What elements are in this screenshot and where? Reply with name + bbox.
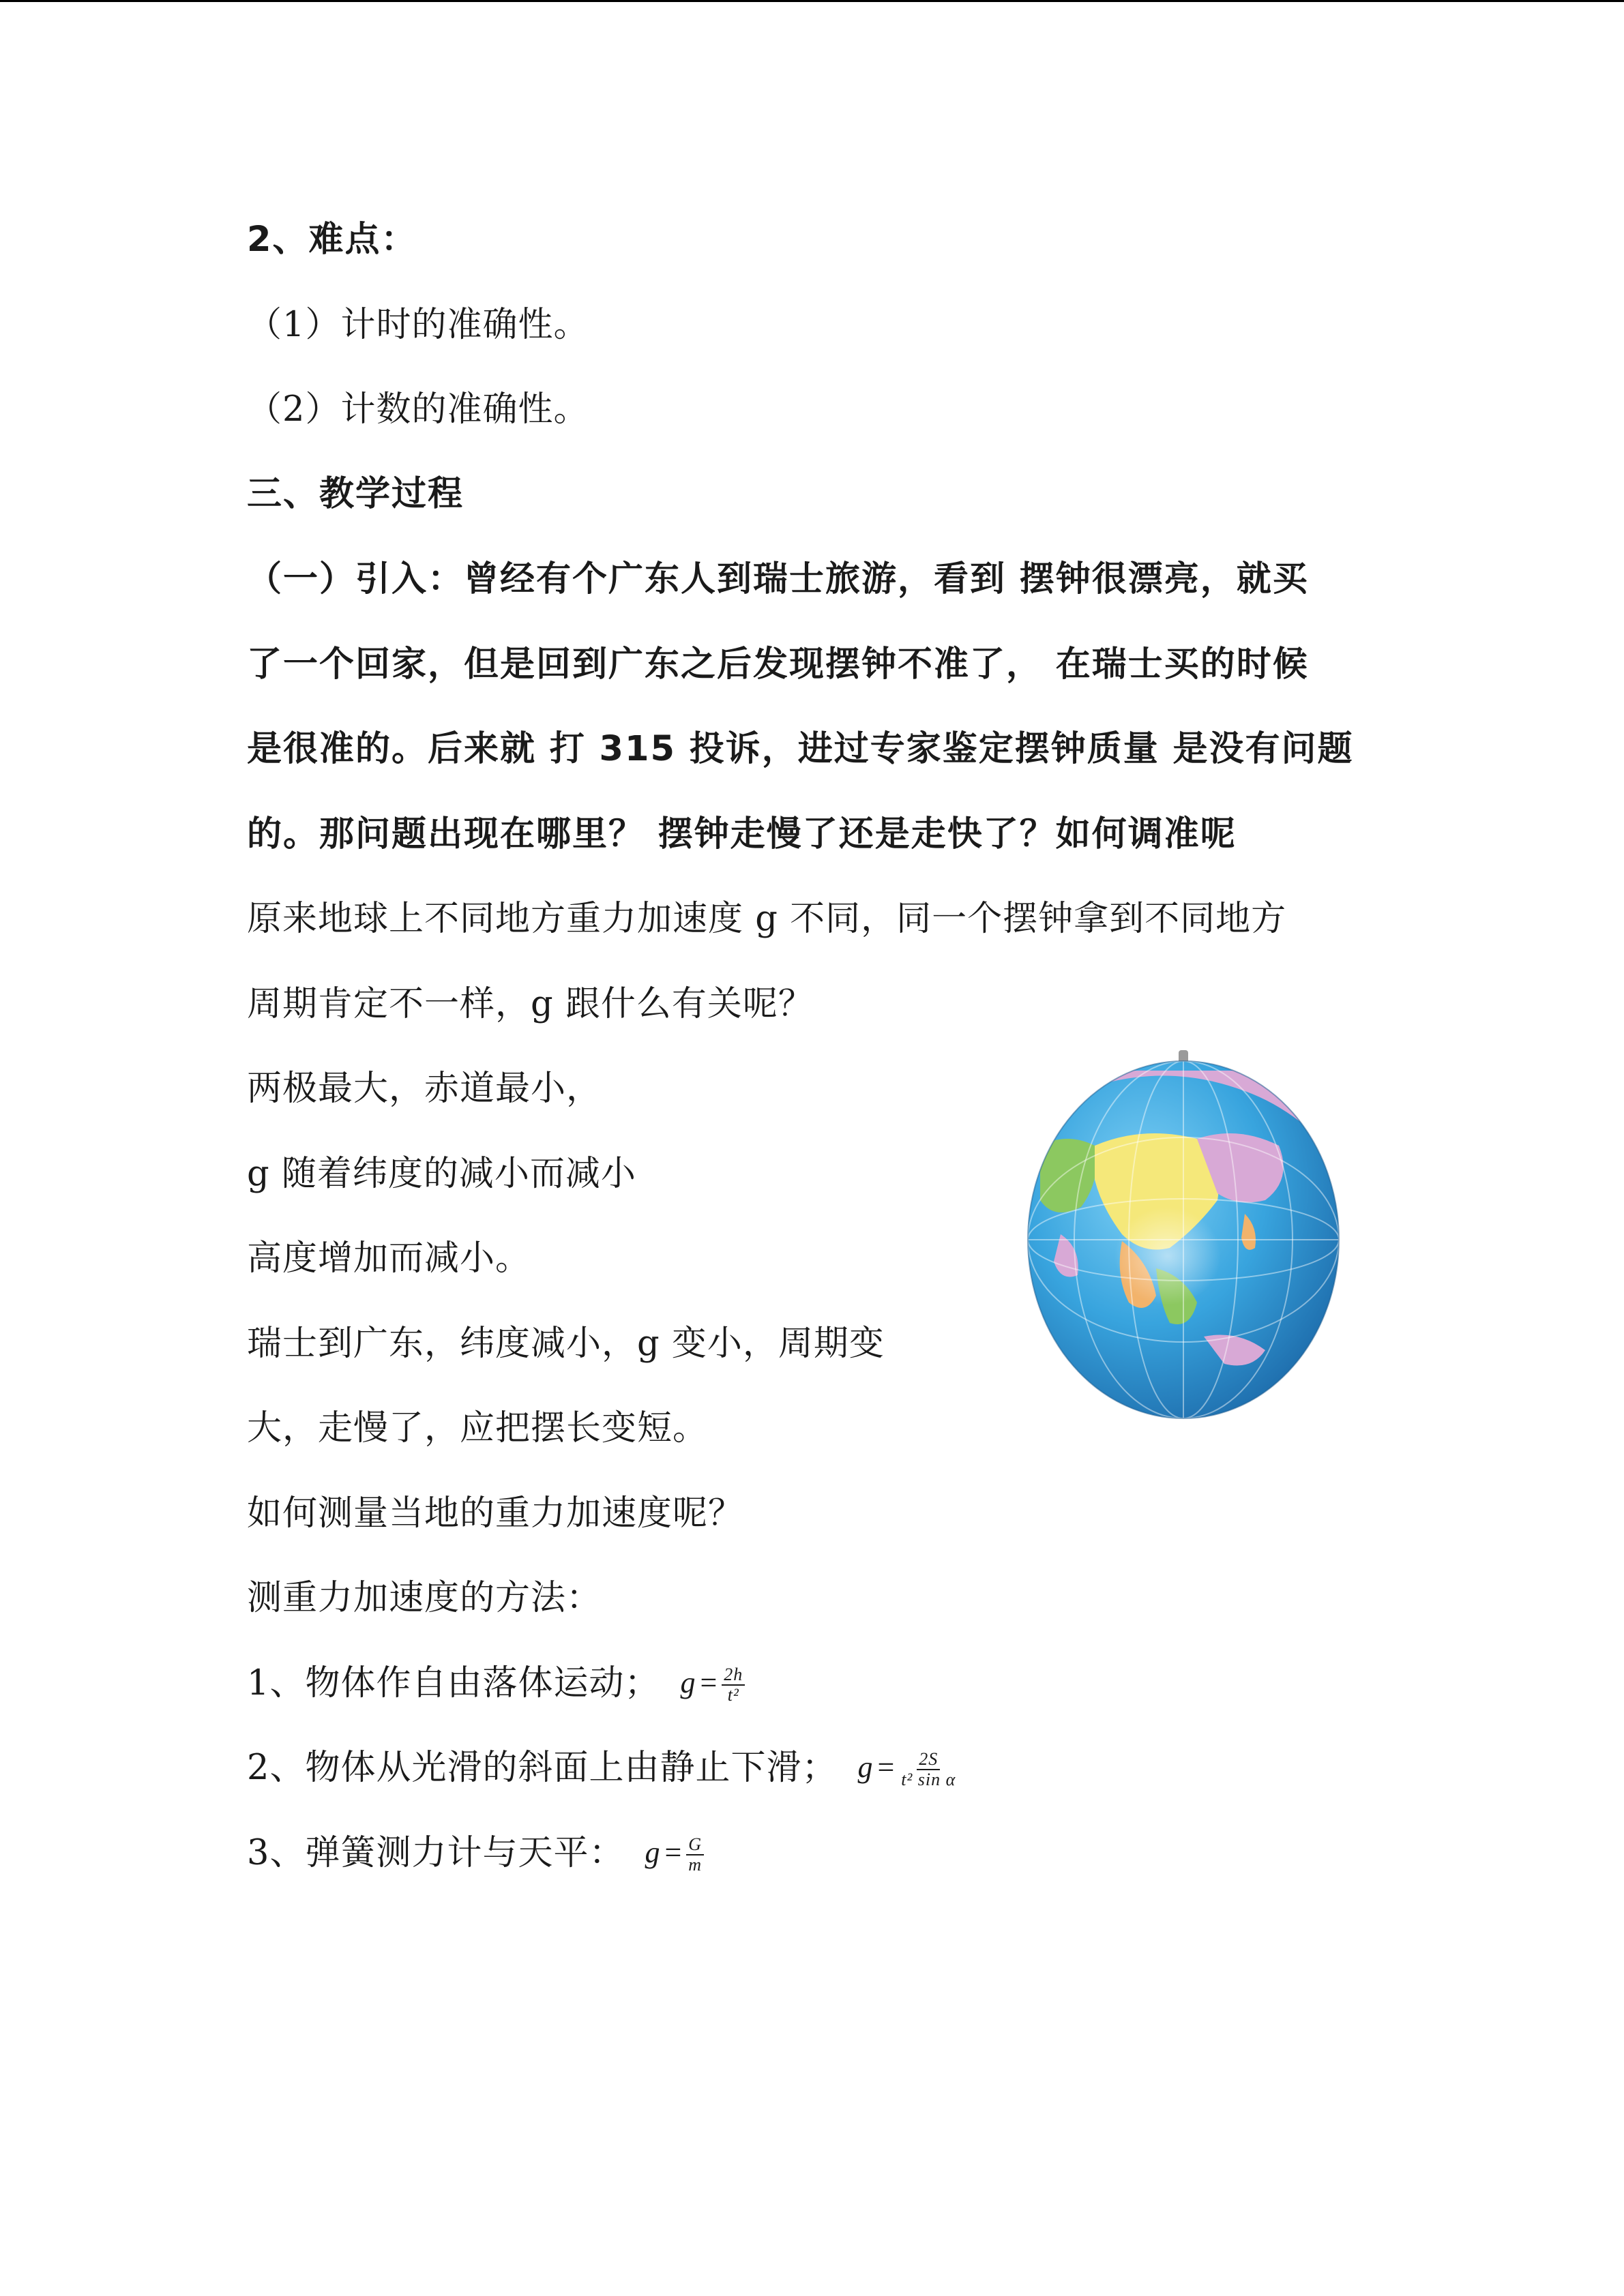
method-3-text: 3、弹簧测力计与天平： <box>247 1833 625 1873</box>
explanation-line-6: 瑞士到广东，纬度减小，g 变小，周期变 <box>247 1324 885 1364</box>
heading-teaching-process: 三、教学过程 <box>247 474 464 514</box>
intro-paragraph-line-3: 是很准的。后来就 打 315 投诉，进过专家鉴定摆钟质量 是没有问题 <box>247 729 1354 769</box>
formula-incline: g = $\frac{2S}{\text{t² sin α}}$ <box>857 1748 956 1789</box>
method-1 <box>247 1663 745 1708</box>
method-1-text: 1、物体作自由落体运动； <box>247 1663 660 1703</box>
explanation-line-3: 两极最大，赤道最小， <box>247 1069 602 1109</box>
globe-icon <box>1020 1043 1347 1425</box>
globe-image <box>1020 1043 1347 1425</box>
method-2-text: 2、物体从光滑的斜面上由静止下滑； <box>247 1748 838 1788</box>
heading-difficulty: 2、难点： <box>247 220 417 260</box>
explanation-line-7: 大，走慢了，应把摆长变短。 <box>247 1408 709 1448</box>
method-3 <box>247 1833 704 1877</box>
intro-paragraph-line-2: 了一个回家，但是回到广东之后发现摆钟不准了， 在瑞士买的时候 <box>247 644 1309 685</box>
formula-spring-scale: g = $\frac{G}{m}$ <box>645 1831 704 1874</box>
explanation-line-5: 高度增加而减小。 <box>247 1238 531 1279</box>
method-2 <box>247 1748 958 1792</box>
explanation-line-1: 原来地球上不同地方重力加速度 g 不同，同一个摆钟拿到不同地方 <box>247 899 1287 939</box>
intro-paragraph-line-1: （一）引入：曾经有个广东人到瑞士旅游，看到 摆钟很漂亮，就买 <box>247 559 1309 599</box>
explanation-line-4: g 随着纬度的减小而减小 <box>247 1154 636 1194</box>
difficulty-item-1: （1）计时的准确性。 <box>247 305 589 345</box>
formula-free-fall: g = $\frac{2h}{\text{t²}}$ <box>680 1661 745 1704</box>
methods-heading: 测重力加速度的方法： <box>247 1578 602 1618</box>
question-measure-g: 如何测量当地的重力加速度呢？ <box>247 1493 744 1534</box>
difficulty-item-2: （2）计数的准确性。 <box>247 389 589 430</box>
top-border <box>0 0 1624 2</box>
explanation-line-2: 周期肯定不一样，g 跟什么有关呢？ <box>247 984 814 1024</box>
intro-paragraph-line-4: 的。那问题出现在哪里？ 摆钟走慢了还是走快了？如何调准呢 <box>247 814 1237 854</box>
